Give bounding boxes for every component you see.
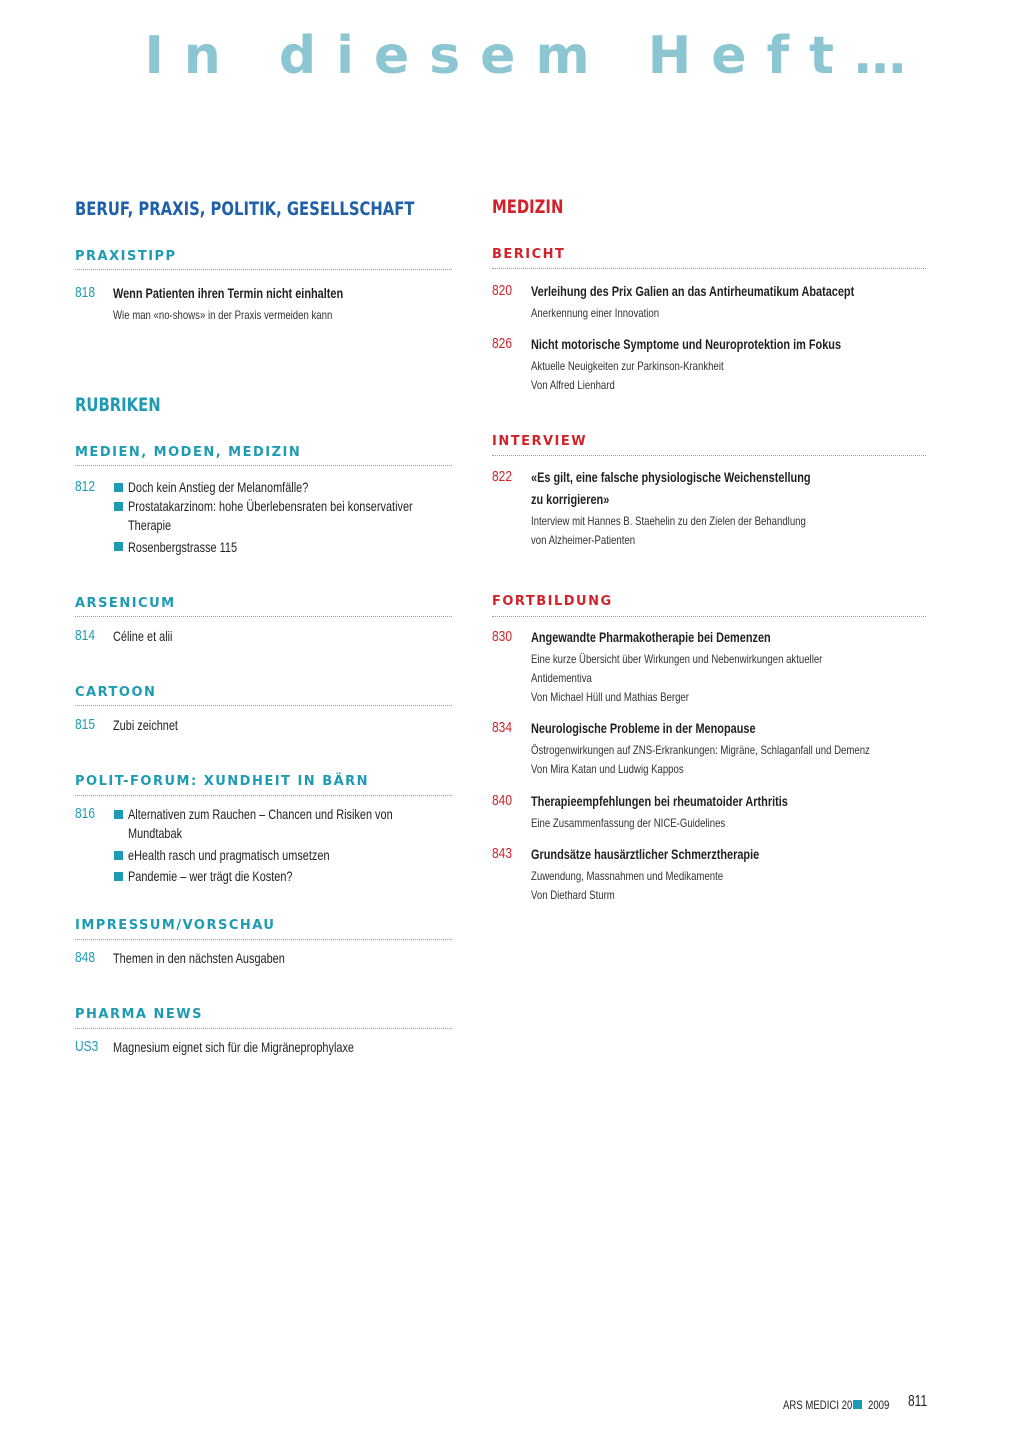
page-number: 812 xyxy=(75,478,96,495)
article-title[interactable]: Céline et alii xyxy=(113,628,173,644)
bullet-icon xyxy=(114,810,123,819)
page-number: 843 xyxy=(492,845,513,862)
footer-year: 2009 xyxy=(868,1398,890,1412)
page-number: 822 xyxy=(492,468,513,485)
divider xyxy=(75,616,452,617)
bullet-icon xyxy=(114,502,123,511)
article-author: Von Diethard Sturm xyxy=(531,888,615,902)
article-desc: Antidementiva xyxy=(531,671,592,685)
sub-fortbildung: FORTBILDUNG xyxy=(492,594,613,609)
sub-interview: INTERVIEW xyxy=(492,434,588,449)
article-author: Von Alfred Lienhard xyxy=(531,378,615,392)
divider xyxy=(492,455,926,456)
article-title[interactable]: Grundsätze hausärztlicher Schmerztherapie xyxy=(531,846,760,862)
section-title-rubriken: RUBRIKEN xyxy=(75,394,161,416)
divider xyxy=(75,795,452,796)
section-title-medizin: MEDIZIN xyxy=(492,196,564,218)
bullet-icon xyxy=(114,851,123,860)
article-title[interactable]: Zubi zeichnet xyxy=(113,717,178,733)
divider xyxy=(492,616,926,617)
article-title[interactable]: Nicht motorische Symptome und Neuroprotektion im Fokus xyxy=(531,336,842,352)
article-desc: Zuwendung, Massnahmen und Medikamente xyxy=(531,869,724,883)
article-title-continued[interactable]: zu korrigieren» xyxy=(531,491,610,507)
article-title[interactable]: «Es gilt, eine falsche physiologische Weichenstellung xyxy=(531,469,811,485)
bullet-icon xyxy=(114,872,123,881)
article-desc: Interview mit Hannes B. Staehelin zu den Zielen der Behandlung xyxy=(531,514,806,528)
bullet-icon xyxy=(114,542,123,551)
article-desc: Aktuelle Neuigkeiten zur Parkinson-Krankheit xyxy=(531,359,724,373)
divider xyxy=(75,1028,452,1029)
article-desc: Anerkennung einer Innovation xyxy=(531,306,660,320)
article-title[interactable]: Angewandte Pharmakotherapie bei Demenzen xyxy=(531,629,771,645)
list-item[interactable]: Rosenbergstrasse 115 xyxy=(128,539,238,555)
article-title[interactable]: Magnesium eignet sich für die Migräneprophylaxe xyxy=(113,1039,354,1055)
page-title: In diesem Heft… xyxy=(144,26,926,86)
article-desc: Eine Zusammenfassung der NICE-Guidelines xyxy=(531,816,726,830)
page-number: 820 xyxy=(492,282,513,299)
sub-praxistipp: PRAXISTIPP xyxy=(75,249,177,264)
list-item[interactable]: Pandemie – wer trägt die Kosten? xyxy=(128,868,293,884)
footer-bullet-icon xyxy=(853,1400,862,1409)
article-title[interactable]: Neurologische Probleme in der Menopause xyxy=(531,720,756,736)
list-item-continued[interactable]: Therapie xyxy=(128,517,172,533)
article-desc: Eine kurze Übersicht über Wirkungen und Nebenwirkungen aktueller xyxy=(531,652,823,666)
sub-pharma: PHARMA NEWS xyxy=(75,1007,203,1022)
footer-page-number: 811 xyxy=(908,1393,928,1410)
article-author: Von Michael Hüll und Mathias Berger xyxy=(531,690,689,704)
article-author: Von Mira Katan und Ludwig Kappos xyxy=(531,762,684,776)
page-number: 815 xyxy=(75,716,96,733)
divider xyxy=(75,705,452,706)
page-number: 830 xyxy=(492,628,513,645)
page-number: 818 xyxy=(75,284,96,301)
list-item[interactable]: Alternativen zum Rauchen – Chancen und Risiken von xyxy=(128,806,393,822)
sub-politforum: POLIT-FORUM: XUNDHEIT IN BÄRN xyxy=(75,774,370,789)
list-item[interactable]: Doch kein Anstieg der Melanomfälle? xyxy=(128,479,309,495)
article-title[interactable]: Themen in den nächsten Ausgaben xyxy=(113,950,285,966)
list-item-continued[interactable]: Mundtabak xyxy=(128,825,183,841)
divider xyxy=(75,269,452,270)
sub-bericht: BERICHT xyxy=(492,247,566,262)
page-number: US3 xyxy=(75,1038,99,1055)
page-number: 816 xyxy=(75,805,96,822)
page-number: 826 xyxy=(492,335,513,352)
divider xyxy=(492,268,926,269)
section-title-beruf: BERUF, PRAXIS, POLITIK, GESELLSCHAFT xyxy=(75,198,415,220)
page-number: 834 xyxy=(492,719,513,736)
list-item[interactable]: eHealth rasch und pragmatisch umsetzen xyxy=(128,847,330,863)
article-desc: von Alzheimer-Patienten xyxy=(531,533,636,547)
bullet-icon xyxy=(114,483,123,492)
article-title[interactable]: Verleihung des Prix Galien an das Antirheumatikum Abatacept xyxy=(531,283,855,299)
article-desc: Wie man «no-shows» in der Praxis vermeiden kann xyxy=(113,308,333,322)
sub-arsenicum: ARSENICUM xyxy=(75,596,176,611)
footer-journal: ARS MEDICI 20 xyxy=(783,1398,853,1412)
divider xyxy=(75,939,452,940)
sub-cartoon: CARTOON xyxy=(75,685,157,700)
article-title[interactable]: Therapieempfehlungen bei rheumatoider Arthritis xyxy=(531,793,788,809)
sub-impressum: IMPRESSUM/VORSCHAU xyxy=(75,918,276,933)
divider xyxy=(75,465,452,466)
article-desc: Östrogenwirkungen auf ZNS-Erkrankungen: Migräne, Schlaganfall und Demenz xyxy=(531,743,870,757)
page-number: 814 xyxy=(75,627,96,644)
page-number: 848 xyxy=(75,949,96,966)
sub-medien: MEDIEN, MODEN, MEDIZIN xyxy=(75,445,302,460)
list-item[interactable]: Prostatakarzinom: hohe Überlebensraten bei konservativer xyxy=(128,498,413,514)
article-title[interactable]: Wenn Patienten ihren Termin nicht einhalten xyxy=(113,285,344,301)
page-number: 840 xyxy=(492,792,513,809)
